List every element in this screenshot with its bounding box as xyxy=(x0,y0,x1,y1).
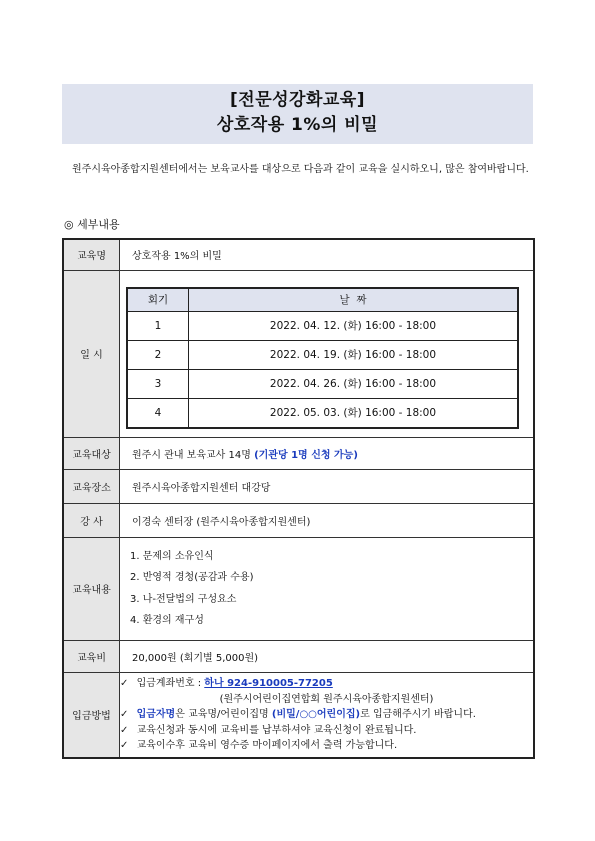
payment-note-receipt: 교육이수후 교육비 영수증 마이페이지에서 출력 가능합니다. xyxy=(136,740,398,751)
list-item: 4. 환경의 재구성 xyxy=(130,615,204,626)
check-icon: ✓ xyxy=(120,678,129,689)
label-content: 교육내용 xyxy=(63,537,120,640)
content-list xyxy=(120,538,533,640)
schedule-row xyxy=(127,340,518,369)
schedule-row xyxy=(127,369,518,398)
session-no: 4 xyxy=(127,398,189,428)
value-target xyxy=(120,437,535,469)
schedule-header-date: 날 짜 xyxy=(189,288,519,312)
session-no: 2 xyxy=(127,340,189,369)
label-payment: 입금방법 xyxy=(63,672,120,758)
target-text: 원주시 관내 보육교사 14명 xyxy=(132,449,251,461)
label-fee: 교육비 xyxy=(63,640,120,672)
schedule-cell xyxy=(120,270,535,437)
depositor-label: 입금자명 xyxy=(136,709,176,720)
value-fee: 20,000원 (회기별 5,000원) xyxy=(120,640,535,672)
payment-line-depositor xyxy=(120,707,533,723)
account-holder: (원주시어린이집연합회 원주시육아종합지원센터) xyxy=(219,693,434,705)
depositor-example: (비밀/○○어린이집) xyxy=(271,709,361,720)
depositor-text: 은 교육명/어린이집명 xyxy=(175,709,269,720)
check-icon: ✓ xyxy=(120,709,129,720)
intro-paragraph: 원주시육아종합지원센터에서는 보육교사를 대상으로 다음과 같이 교육을 실시하오니, 많은 참여바랍니다. xyxy=(72,164,529,175)
title-category: [전문성강화교육] xyxy=(230,90,365,110)
value-payment xyxy=(120,672,535,758)
schedule-table xyxy=(126,287,519,429)
session-date: 2022. 04. 26. (화) 16:00 - 18:00 xyxy=(189,369,519,398)
label-target: 교육대상 xyxy=(63,437,120,469)
title-banner xyxy=(62,84,533,144)
payment-line-receipt xyxy=(120,738,533,754)
list-item: 2. 반영적 경청(공감과 수용) xyxy=(130,572,254,583)
target-note: (기관당 1명 신청 가능) xyxy=(254,449,358,461)
value-content xyxy=(120,537,535,640)
label-schedule: 일 시 xyxy=(63,270,120,437)
payment-line-account xyxy=(120,676,533,692)
schedule-row xyxy=(127,398,518,428)
list-item: 3. 나-전달법의 구성요소 xyxy=(130,593,237,605)
section-label: ◎ 세부내용 xyxy=(64,218,120,231)
list-item: 1. 문제의 소유인식 xyxy=(130,550,214,562)
account-number[interactable]: 하나 924-910005-77205 xyxy=(204,678,333,689)
label-place: 교육장소 xyxy=(63,469,120,503)
details-table xyxy=(62,238,535,759)
value-place: 원주시육아종합지원센터 대강당 xyxy=(120,469,535,503)
page-title: 상호작용 1%의 비밀 xyxy=(216,115,379,135)
session-no: 3 xyxy=(127,369,189,398)
depositor-tail: 로 입금해주시기 바랍니다. xyxy=(360,709,476,720)
session-no: 1 xyxy=(127,311,189,340)
schedule-header-no: 회기 xyxy=(127,288,189,312)
session-date: 2022. 05. 03. (화) 16:00 - 18:00 xyxy=(189,398,519,428)
label-name: 교육명 xyxy=(63,239,120,270)
schedule-row xyxy=(127,311,518,340)
session-date: 2022. 04. 19. (화) 16:00 - 18:00 xyxy=(189,340,519,369)
payment-note-complete: 교육신청과 동시에 교육비를 납부하셔야 교육신청이 완료됩니다. xyxy=(136,724,417,736)
account-prefix: 입금계좌번호 : xyxy=(136,678,202,689)
session-date: 2022. 04. 12. (화) 16:00 - 18:00 xyxy=(189,311,519,340)
check-icon: ✓ xyxy=(120,724,129,736)
payment-line-complete xyxy=(120,723,533,739)
value-name: 상호작용 1%의 비밀 xyxy=(120,239,535,270)
label-instructor: 강 사 xyxy=(63,503,120,537)
value-instructor: 이경숙 센터장 (원주시육아종합지원센터) xyxy=(120,503,535,537)
check-icon: ✓ xyxy=(120,740,129,751)
